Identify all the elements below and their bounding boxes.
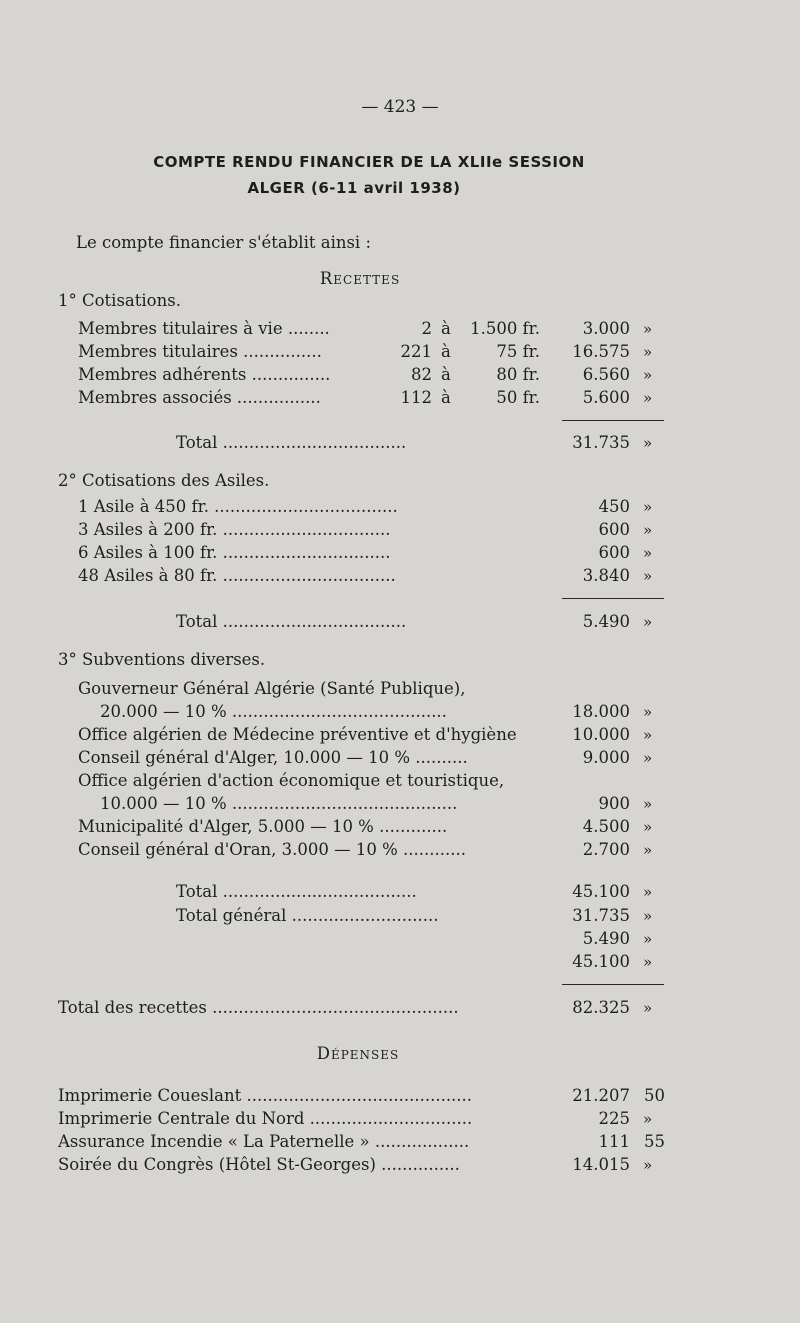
divider <box>562 984 664 985</box>
depense-cents: » <box>643 1110 653 1128</box>
depense-cents: 55 <box>644 1132 665 1151</box>
recettes-heading: Recettes <box>319 269 401 288</box>
s2-row-label: 1 Asile à 450 fr. ................................... <box>78 497 398 516</box>
s1-row-count: 221 <box>400 342 432 361</box>
s1-row-amount: 16.575 <box>572 342 630 361</box>
s3-conseil-alger: Conseil général d'Alger, 10.000 — 10 % .......... <box>78 748 468 767</box>
page-number: — 423 — <box>361 97 439 117</box>
depense-amount: 225 <box>598 1109 630 1128</box>
total-recettes-amount: 82.325 <box>572 998 630 1017</box>
s3-conseil-alger-amount: 9.000 <box>582 748 630 767</box>
s3-conseil-oran-amount: 2.700 <box>582 840 630 859</box>
section1-title: 1° Cotisations. <box>58 291 181 310</box>
intro-text: Le compte financier s'établit ainsi : <box>76 233 372 252</box>
s3-office-eco-line1: Office algérien d'action économique et touristique, <box>78 771 505 790</box>
s3-chev: » <box>643 795 653 813</box>
s2-row-label: 6 Asiles à 100 fr. ................................ <box>78 543 391 562</box>
s1-row-amount: 3.000 <box>582 319 630 338</box>
divider <box>562 420 664 421</box>
s1-row-count: 112 <box>400 388 432 407</box>
s1-row-a: à <box>441 342 451 361</box>
section3-title: 3° Subventions diverses. <box>58 650 266 669</box>
s1-row-chev: » <box>643 320 653 338</box>
s1-row-rate: 1.500 fr. <box>470 319 540 338</box>
s3-chev: » <box>643 907 653 925</box>
s3-chev: » <box>643 703 653 721</box>
depense-label: Imprimerie Centrale du Nord ............................... <box>58 1109 473 1128</box>
s3-total-amount: 45.100 <box>572 882 630 901</box>
s2-row-chev: » <box>643 544 653 562</box>
s2-total-label: Total ................................... <box>176 612 407 631</box>
s2-total-chev: » <box>643 613 653 631</box>
s1-row-count: 2 <box>421 319 432 338</box>
s1-row-label: Membres titulaires à vie ........ <box>78 319 330 338</box>
s2-row-amount: 600 <box>598 520 630 539</box>
section2-title: 2° Cotisations des Asiles. <box>58 471 270 490</box>
s2-row-label: 3 Asiles à 200 fr. ................................ <box>78 520 391 539</box>
s3-office-eco-line2: 10.000 — 10 % ........................................... <box>100 794 458 813</box>
s1-total-chev: » <box>643 434 653 452</box>
s1-row-rate: 75 fr. <box>496 342 540 361</box>
depense-label: Assurance Incendie « La Paternelle » .................. <box>58 1132 470 1151</box>
s1-row-a: à <box>441 319 451 338</box>
depense-cents: 50 <box>644 1086 665 1105</box>
depense-cents: » <box>643 1156 653 1174</box>
s2-row-amount: 3.840 <box>582 566 630 585</box>
total-recettes-label: Total des recettes ............................................... <box>58 998 459 1017</box>
s3-chev: » <box>643 841 653 859</box>
s3-office-prev: Office algérien de Médecine préventive et d'hygiène <box>78 725 517 744</box>
s3-gouverneur-line2: 20.000 — 10 % ......................................... <box>100 702 447 721</box>
s2-row-label: 48 Asiles à 80 fr. ................................. <box>78 566 396 585</box>
s3-municipalite-amount: 4.500 <box>582 817 630 836</box>
depenses-heading: Dépenses <box>316 1044 400 1063</box>
s3-conseil-oran: Conseil général d'Oran, 3.000 — 10 % ............ <box>78 840 466 859</box>
s2-row-chev: » <box>643 567 653 585</box>
s1-row-count: 82 <box>411 365 432 384</box>
s3-chev: » <box>643 749 653 767</box>
total-recettes-chev: » <box>643 999 653 1017</box>
s1-row-chev: » <box>643 389 653 407</box>
s1-row-rate: 50 fr. <box>496 388 540 407</box>
s1-row-amount: 6.560 <box>582 365 630 384</box>
s2-total-amount: 5.490 <box>582 612 630 631</box>
s1-row-amount: 5.600 <box>582 388 630 407</box>
s1-row-label: Membres titulaires ............... <box>78 342 322 361</box>
depense-label: Imprimerie Coueslant ........................................... <box>58 1086 473 1105</box>
s2-row-chev: » <box>643 498 653 516</box>
s2-row-amount: 600 <box>598 543 630 562</box>
s1-row-label: Membres associés ................ <box>78 388 321 407</box>
s3-chev: » <box>643 818 653 836</box>
s1-row-chev: » <box>643 366 653 384</box>
s3-office-eco-amount: 900 <box>598 794 630 813</box>
s3-chev: » <box>643 726 653 744</box>
s2-row-chev: » <box>643 521 653 539</box>
s3-municipalite: Municipalité d'Alger, 5.000 — 10 % ............. <box>78 817 448 836</box>
s3-chev: » <box>643 883 653 901</box>
s3-total-general-value: 31.735 <box>572 906 630 925</box>
s3-total-general-label: Total général ............................ <box>176 906 439 925</box>
s1-row-rate: 80 fr. <box>496 365 540 384</box>
s2-row-amount: 450 <box>598 497 630 516</box>
divider <box>562 598 664 599</box>
title-line-2: ALGER (6-11 avril 1938) <box>247 179 461 197</box>
s3-chev: » <box>643 953 653 971</box>
s1-total-amount: 31.735 <box>572 433 630 452</box>
s3-total-label: Total ..................................... <box>176 882 417 901</box>
depense-amount: 111 <box>598 1132 630 1151</box>
depense-label: Soirée du Congrès (Hôtel St-Georges) ............... <box>58 1155 460 1174</box>
depense-amount: 21.207 <box>572 1086 630 1105</box>
s1-row-chev: » <box>643 343 653 361</box>
depense-amount: 14.015 <box>572 1155 630 1174</box>
s1-row-a: à <box>441 388 451 407</box>
s3-total-general-value: 45.100 <box>572 952 630 971</box>
s3-chev: » <box>643 930 653 948</box>
s1-row-label: Membres adhérents ............... <box>78 365 331 384</box>
s1-row-a: à <box>441 365 451 384</box>
title-line-1: COMPTE RENDU FINANCIER DE LA XLIIe SESSION <box>153 153 585 171</box>
s3-total-general-value: 5.490 <box>582 929 630 948</box>
s3-office-prev-amount: 10.000 <box>572 725 630 744</box>
s1-total-label: Total ................................... <box>176 433 407 452</box>
s3-gouverneur-amount: 18.000 <box>572 702 630 721</box>
s3-gouverneur-line1: Gouverneur Général Algérie (Santé Publique), <box>78 679 466 698</box>
